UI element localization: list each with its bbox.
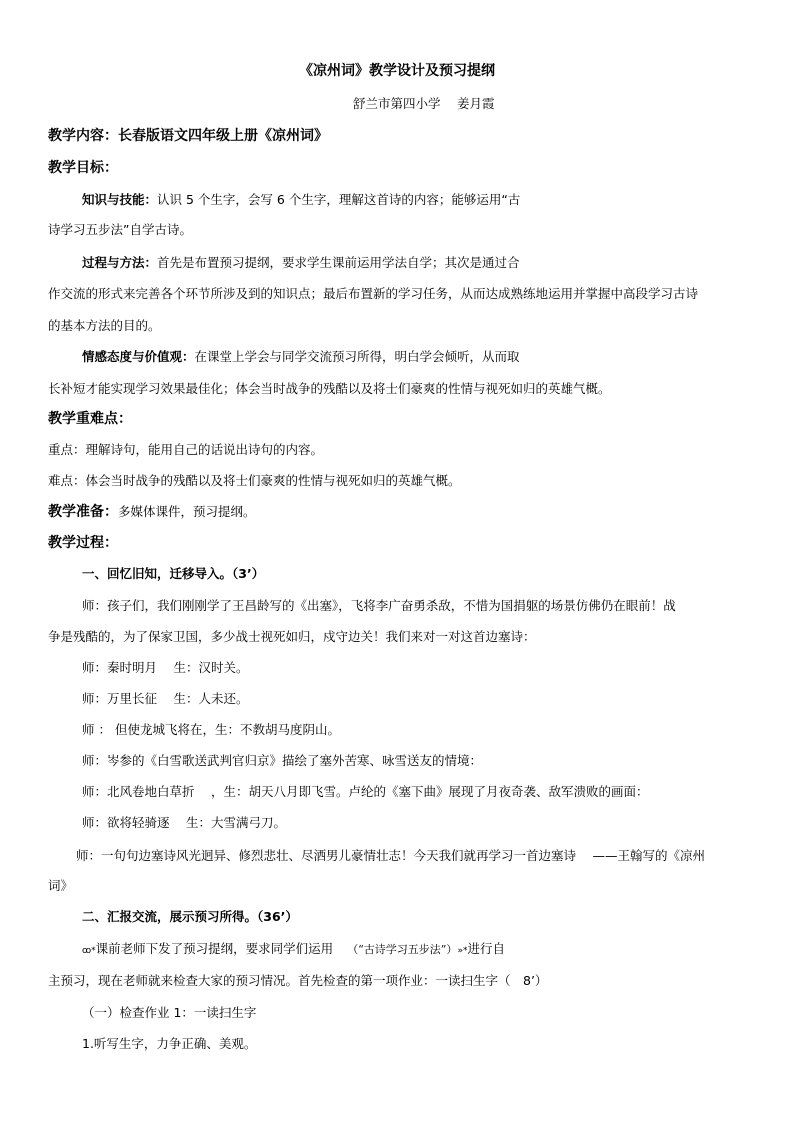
part2-para-text-a: 课前老师下发了预习提纲，要求同学们运用	[95, 941, 334, 956]
teaching-content	[48, 128, 328, 144]
goal-emotion-line2: 长补短才能实现学习效果最佳化；体会当时战争的残酷以及将士们豪爽的性情与视死如归的英雄气概。	[48, 381, 611, 396]
part1-heading: 一、回忆旧知，迁移导入。（3’）	[82, 566, 265, 581]
part2-heading: 二、汇报交流，展示预习所得。（36’）	[82, 909, 298, 924]
part2-para-text-b: 进行自	[467, 941, 505, 956]
dialogue-line-2: 师：万里长征 生：人未还。	[82, 691, 249, 706]
goal-process-text: 首先是布置预习提纲，要求学生课前运用学法自学；其次是通过合	[157, 255, 520, 270]
dialogue-line-4: 师：岑参的《白雪歌送武判官归京》描绘了塞外苦寒、咏雪送友的情境：	[82, 753, 483, 768]
marker-glyph-1: ꝏ*	[82, 946, 96, 956]
teaching-content-label: 教学内容：	[48, 128, 118, 144]
teaching-prep-label: 教学准备：	[48, 504, 118, 520]
goal-emotion-line1	[82, 349, 520, 365]
goal-knowledge-label: 知识与技能：	[82, 192, 158, 207]
document-title: 《凉州词》教学设计及预习提纲	[299, 63, 495, 79]
check-homework-1: （一）检查作业 1：一读扫生字	[82, 1005, 257, 1020]
part2-para-line2: 主预习，现在老师就来检查大家的预习情况。首先检查的第一项作业：一读扫生字（ 8’）	[48, 973, 548, 988]
goal-knowledge-text: 认识 5 个生字，会写 6 个生字，理解这首诗的内容；能够运用“古	[157, 192, 521, 207]
item-dictation: 1.听写生字，力争正确、美观。	[82, 1036, 257, 1051]
goal-knowledge-line1	[82, 192, 520, 208]
dialogue-line-1: 师：秦时明月 生：汉时关。	[82, 660, 249, 675]
teaching-content-value: 长春版语文四年级上册《凉州词》	[118, 128, 328, 144]
goal-process-label: 过程与方法：	[82, 255, 158, 270]
dialogue-line-5: 师：北风卷地白草折 ，生：胡天八月即飞雪。卢纶的《塞下曲》展现了月夜奇袭、敌军溃败的画面：	[82, 784, 649, 799]
goal-process-line2: 作交流的形式来完善各个环节所涉及到的知识点；最后布置新的学习任务，从而达成熟练地运用并掌握中高段学习古诗	[48, 286, 699, 301]
key-point: 重点：理解诗句，能用自己的话说出诗句的内容。	[48, 442, 324, 457]
part1-para-line1: 师：孩子们，我们刚刚学了王昌龄写的《出塞》，飞将李广奋勇杀敌，不惜为国捐躯的场景仿佛仍在眼前！战	[82, 598, 676, 613]
dialogue-line-6: 师：欲将轻骑逐 生：大雪满弓刀。	[82, 815, 286, 830]
dialogue-line-3: 师 ： 但使龙城飞将在，生：不教胡马度阴山。	[82, 722, 340, 737]
teaching-prep-value: 多媒体课件，预习提纲。	[118, 504, 256, 519]
teaching-process-heading: 教学过程：	[48, 535, 118, 551]
dialogue-line-7-cont: 词》	[48, 878, 74, 893]
difficult-point: 难点：体会当时战争的残酷以及将士们豪爽的性情与视死如归的英雄气概。	[48, 473, 461, 488]
key-points-heading: 教学重难点：	[48, 411, 132, 427]
author-line: 舒兰市第四小学 姜月霞	[353, 96, 495, 111]
marker-glyph-2: »*	[457, 946, 468, 956]
goal-process-line3: 的基本方法的目的。	[48, 318, 161, 333]
part1-para-line2: 争是残酷的，为了保家卫国，多少战士视死如归，戍守边关！我们来对一对这首边塞诗：	[48, 629, 536, 644]
goal-emotion-text: 在课堂上学会与同学交流预习所得，明白学会倾听，从而取	[194, 349, 520, 364]
part2-para-line1	[82, 941, 505, 959]
goal-knowledge-line2: 诗学习五步法”自学古诗。	[48, 222, 192, 237]
teaching-goals-heading: 教学目标：	[48, 160, 118, 176]
goal-process-line1	[82, 255, 520, 271]
dialogue-line-7: 师：一句句边塞诗风光迥异、修烈悲壮、尽洒男儿豪情壮志！今天我们就再学习一首边塞诗 ——王翰写的《凉州	[76, 848, 705, 863]
teaching-prep	[48, 504, 256, 520]
part2-para-quote: （“古诗学习五步法”）	[347, 943, 458, 956]
goal-emotion-label: 情感态度与价值观：	[82, 349, 195, 364]
